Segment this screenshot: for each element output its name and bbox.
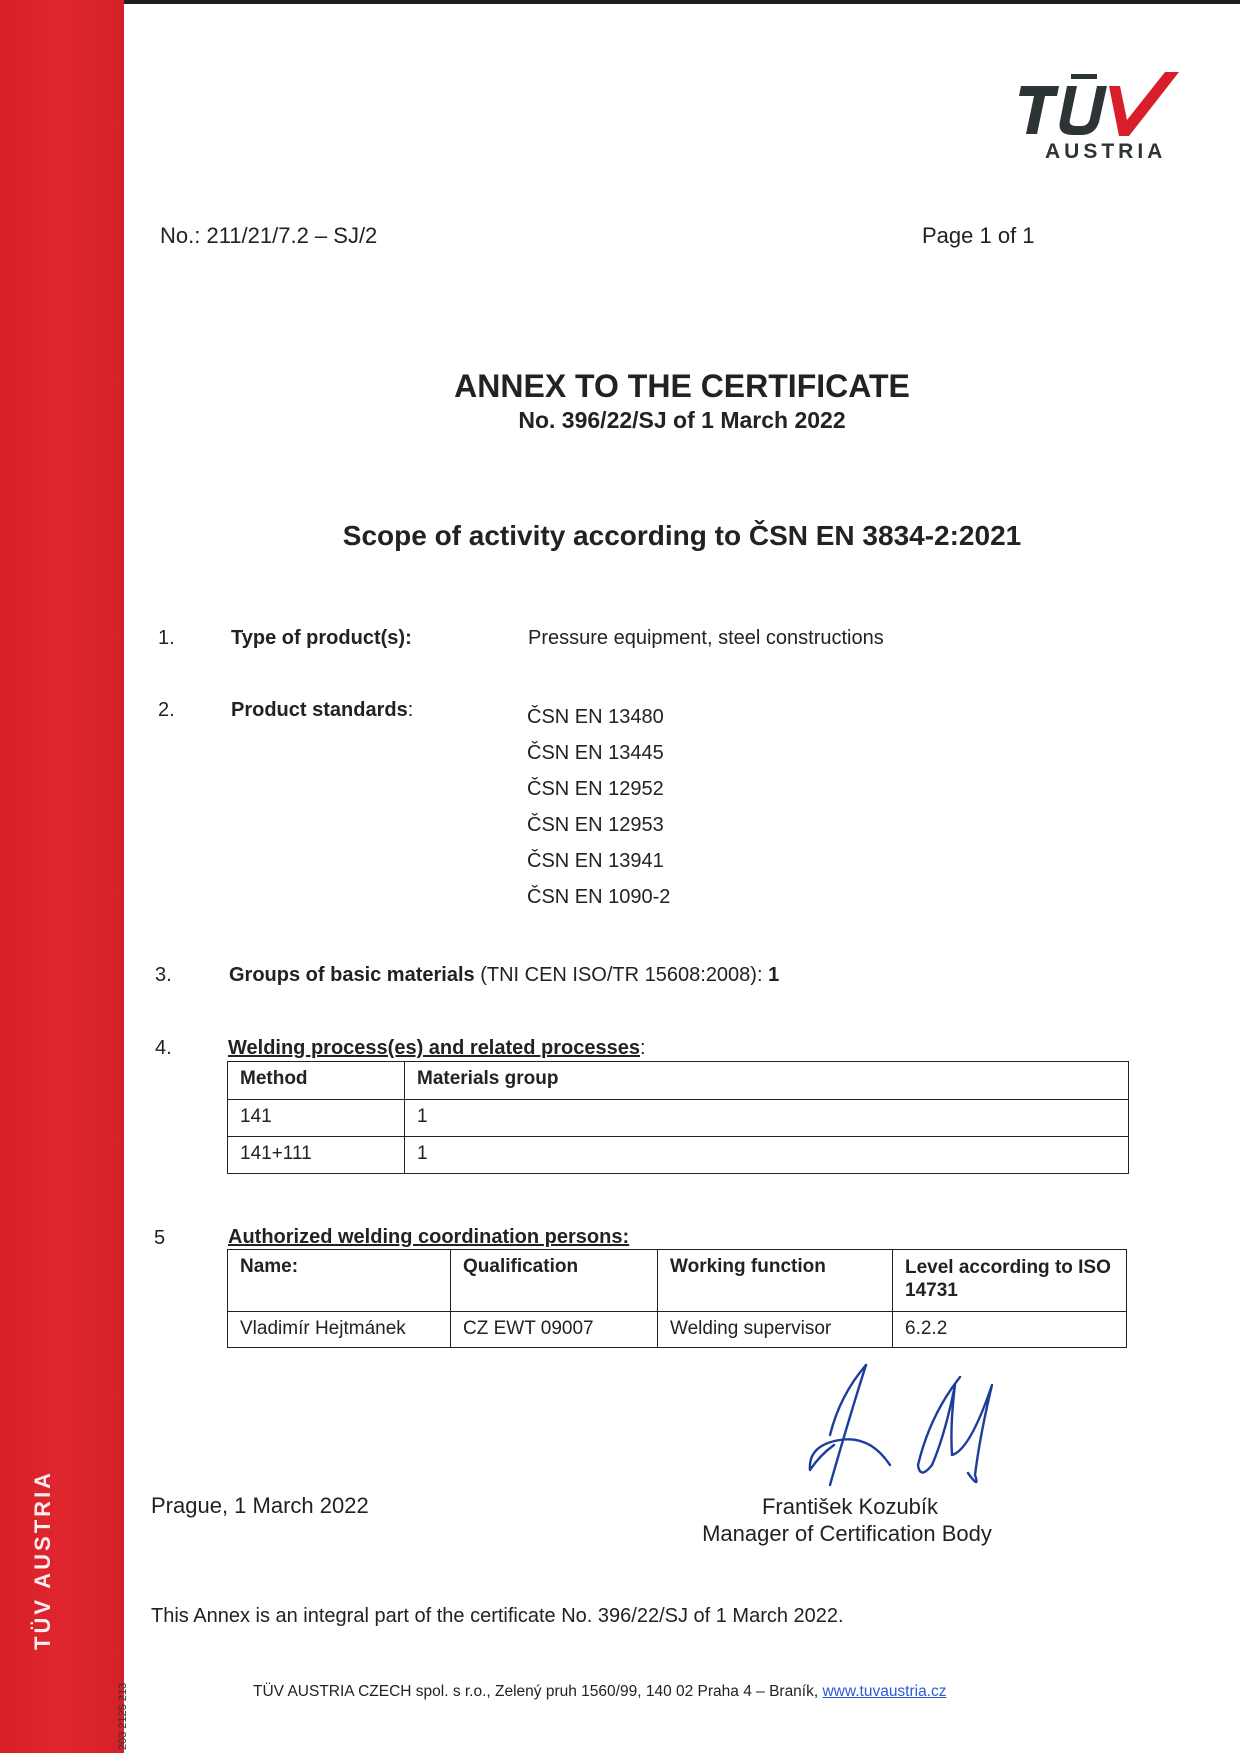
item-4-number: 4.: [155, 1037, 172, 1059]
tuv-logo-icon: [1015, 64, 1190, 164]
standard-item: ČSN EN 12953: [527, 814, 664, 836]
table-header-row: [228, 1250, 1127, 1312]
item-3-reference: (TNI CEN ISO/TR 15608:2008):: [474, 964, 769, 986]
table-header-cell: Method: [228, 1062, 405, 1100]
table-header-cell: Level according to ISO 14731: [893, 1250, 1127, 1312]
standards-list: [527, 699, 670, 915]
item-3-line: [229, 964, 779, 987]
table-header-cell: Working function: [658, 1250, 893, 1312]
page-indicator: Page 1 of 1: [922, 223, 1035, 248]
table-row: [228, 1137, 1129, 1174]
item-1-number: 1.: [158, 627, 175, 649]
item-4-colon: :: [640, 1037, 646, 1059]
item-3-value: 1: [768, 964, 780, 986]
coordination-persons-table: [227, 1249, 1127, 1348]
document-code: 203 2125 213: [117, 1682, 129, 1750]
standard-item: ČSN EN 13941: [527, 850, 664, 872]
sidebar-brand-text: TÜV AUSTRIA: [30, 1469, 55, 1650]
table-cell: 141+111: [228, 1137, 405, 1174]
table-cell: 141: [228, 1100, 405, 1137]
table-cell: 6.2.2: [893, 1312, 1127, 1348]
scope-heading: Scope of activity according to ČSN EN 3834-2:2021: [342, 520, 1022, 551]
top-border: [0, 0, 1240, 4]
table-header-row: [228, 1062, 1129, 1100]
table-cell: CZ EWT 09007: [451, 1312, 658, 1348]
table-cell: Welding supervisor: [658, 1312, 893, 1348]
footer-company-address: TÜV AUSTRIA CZECH spol. s r.o., Zelený pruh 1560/99, 140 02 Praha 4 – Braník,: [253, 1683, 823, 1700]
table-cell: 1: [405, 1100, 1129, 1137]
signatory-role: Manager of Certification Body: [702, 1521, 992, 1546]
item-4-heading: [228, 1037, 646, 1060]
table-header-cell: Name:: [228, 1250, 451, 1312]
certificate-number: No.: 211/21/7.2 – SJ/2: [160, 223, 378, 248]
annex-title: ANNEX TO THE CERTIFICATE: [454, 368, 910, 404]
annex-subtitle: No. 396/22/SJ of 1 March 2022: [518, 407, 846, 433]
standard-item: ČSN EN 13445: [527, 742, 664, 764]
item-4-label: Welding process(es) and related processes: [228, 1037, 641, 1059]
tuv-austria-logo: [1015, 64, 1190, 164]
table-cell: Vladimír Hejtmánek: [228, 1312, 451, 1348]
item-2-number: 2.: [158, 699, 175, 721]
standard-item: ČSN EN 1090-2: [527, 886, 671, 908]
standard-item: ČSN EN 12952: [527, 778, 664, 800]
footer-website-link[interactable]: www.tuvaustria.cz: [822, 1683, 947, 1700]
item-2-label-wrap: [231, 699, 413, 722]
place-and-date: Prague, 1 March 2022: [151, 1493, 369, 1518]
table-cell: 1: [405, 1137, 1129, 1174]
signatory-name: František Kozubík: [761, 1494, 939, 1519]
annex-note: This Annex is an integral part of the certificate No. 396/22/SJ of 1 March 2022.: [151, 1605, 844, 1627]
table-header-cell: Materials group: [405, 1062, 1129, 1100]
standard-item: ČSN EN 13480: [527, 706, 664, 728]
item-5-number: 5: [154, 1227, 166, 1249]
item-2-label: Product standards: [231, 699, 408, 721]
table-row: [228, 1100, 1129, 1137]
item-2-colon: :: [407, 699, 414, 721]
item-3-number: 3.: [155, 964, 172, 986]
table-row: [228, 1312, 1127, 1348]
handwritten-signature: [770, 1355, 1030, 1515]
item-1-value: Pressure equipment, steel constructions: [528, 627, 884, 649]
footer: [253, 1683, 947, 1701]
brand-sidebar: [0, 0, 124, 1753]
item-1-label: Type of product(s):: [231, 627, 412, 649]
item-5-label: Authorized welding coordination persons:: [228, 1226, 630, 1248]
welding-process-table: [227, 1061, 1129, 1174]
item-3-label: Groups of basic materials: [229, 964, 475, 986]
svg-text:AUSTRIA: AUSTRIA: [1045, 140, 1167, 163]
table-header-cell: Qualification: [451, 1250, 658, 1312]
